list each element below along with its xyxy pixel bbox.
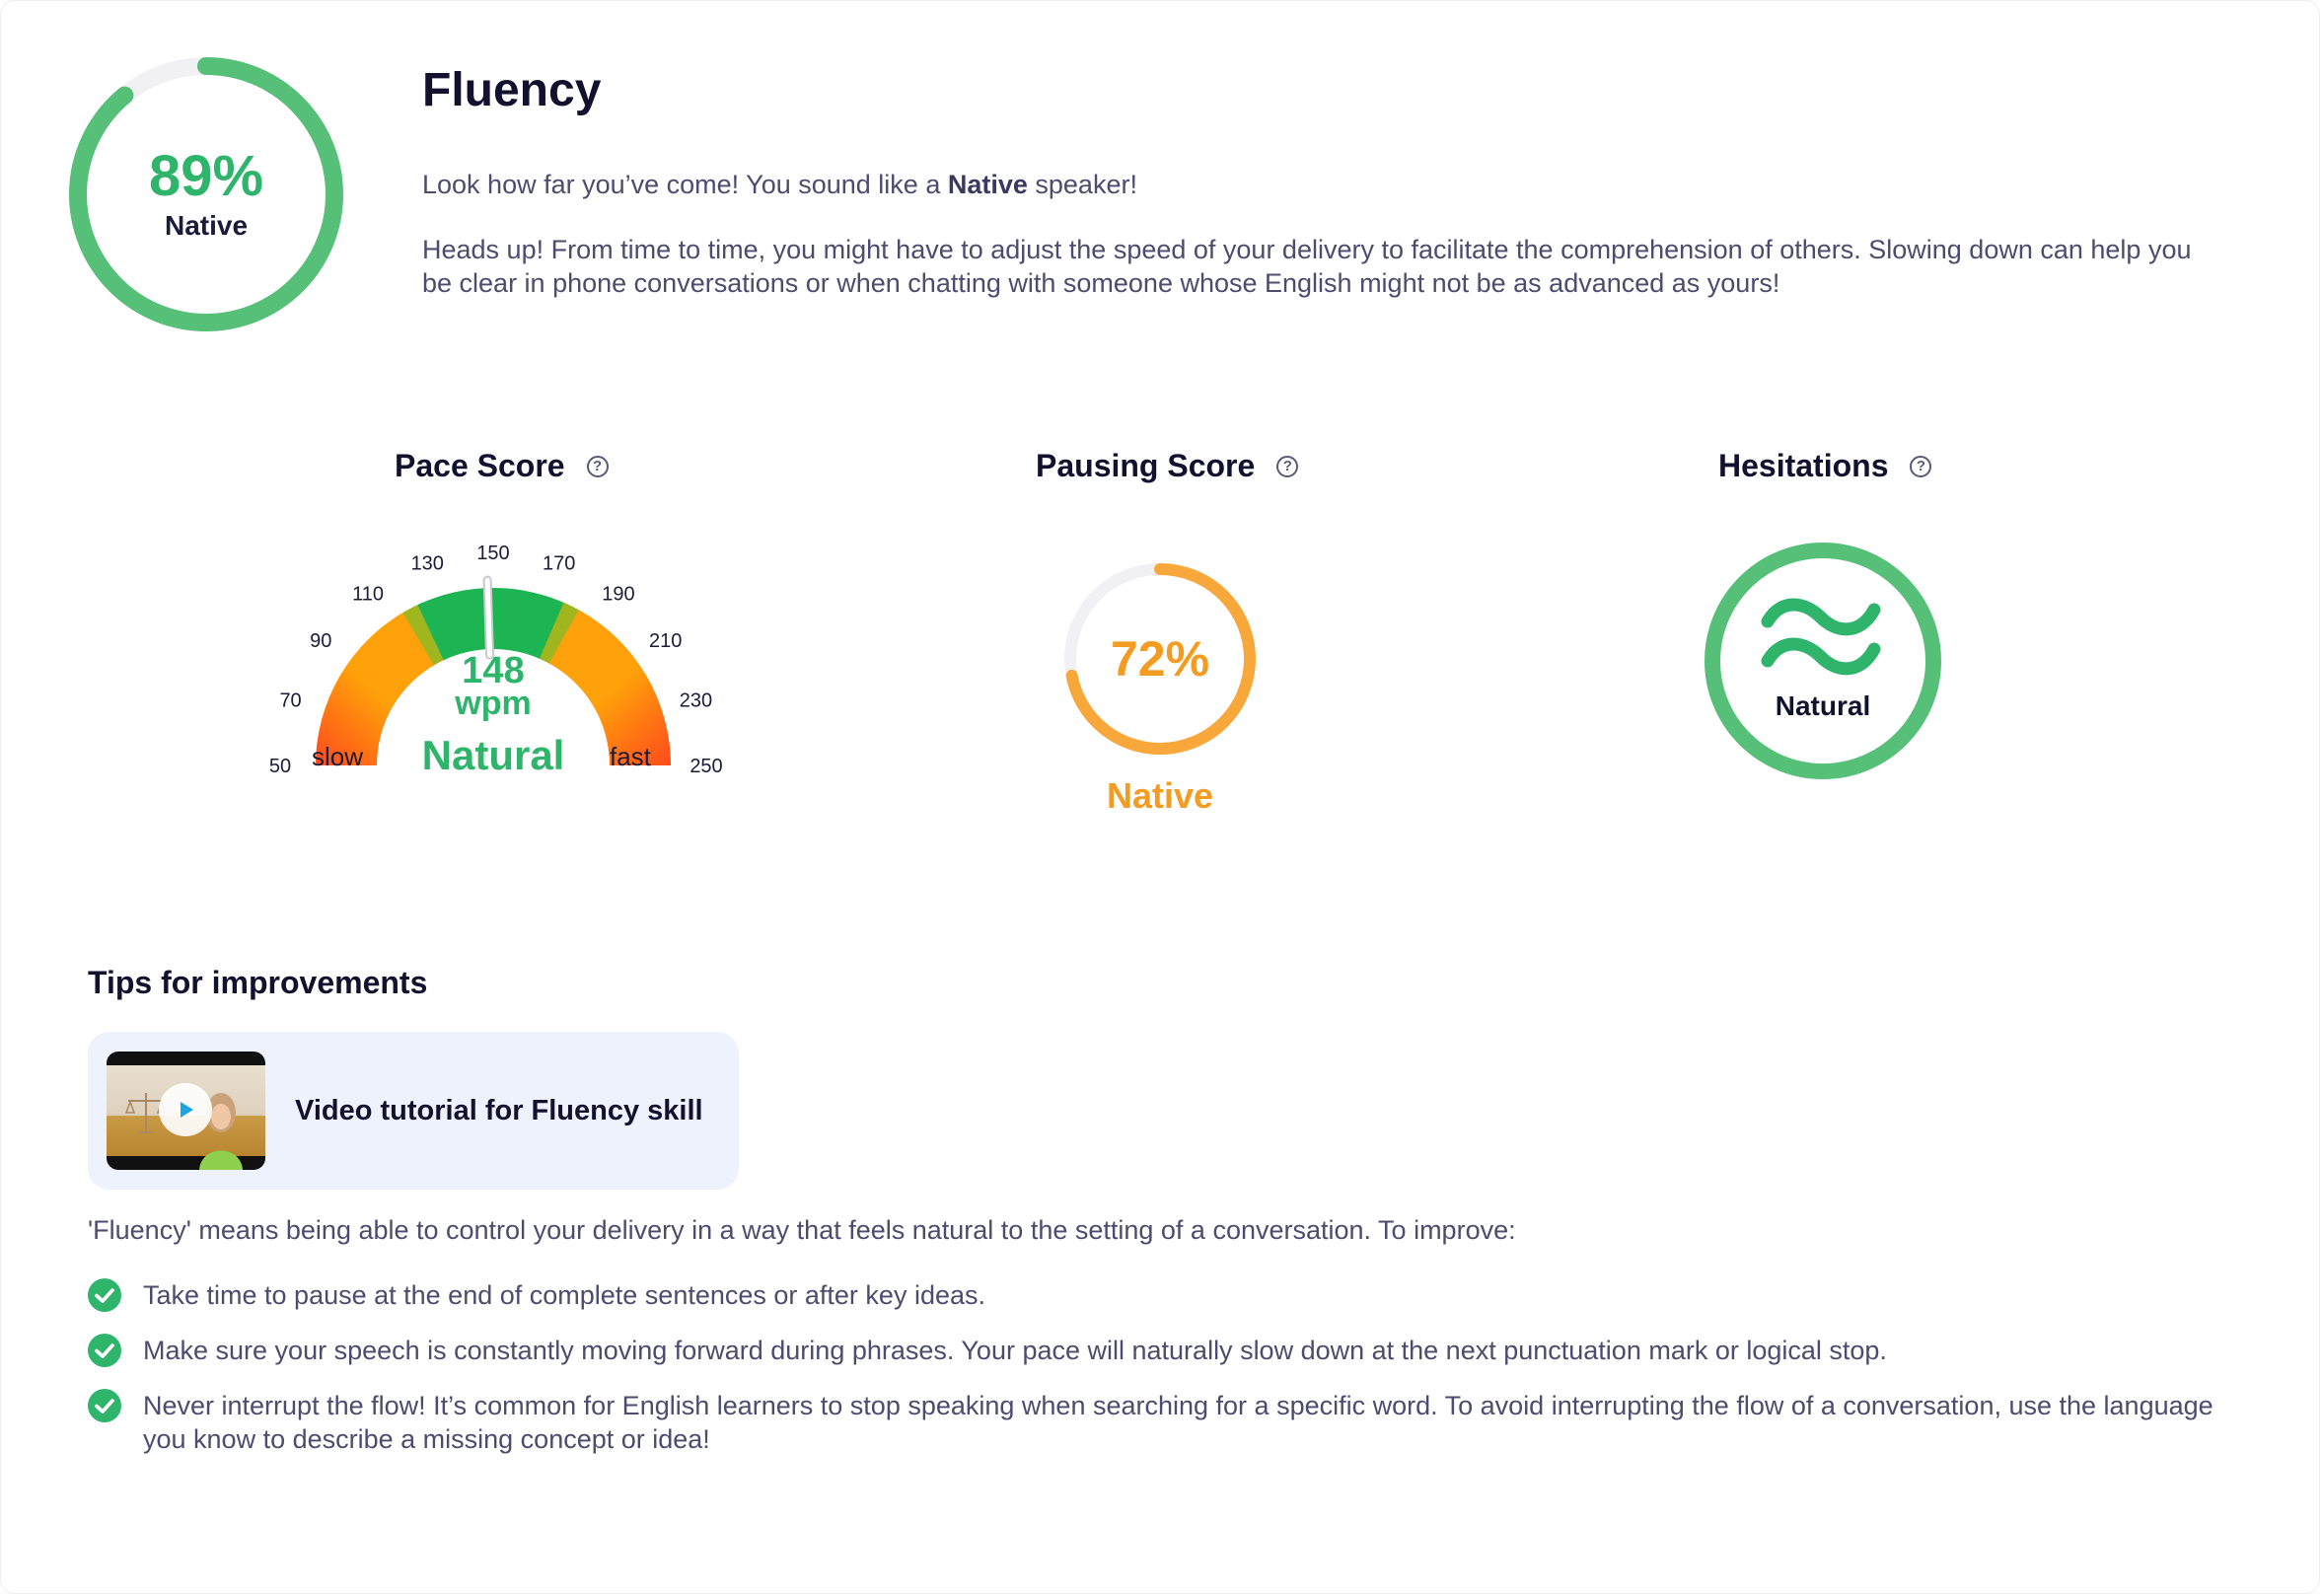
summary-section: [422, 61, 2227, 300]
check-circle-icon: [88, 1389, 121, 1422]
pace-tick-label: 50: [268, 756, 292, 777]
pausing-help-icon[interactable]: ?: [1276, 456, 1298, 477]
hesitations-header: [1718, 448, 1931, 484]
pausing-rating: Native: [1106, 775, 1214, 816]
wave-icon: [1768, 605, 1874, 669]
pace-tick-label: 90: [310, 630, 332, 653]
pace-help-icon[interactable]: ?: [587, 456, 609, 477]
pace-tick-label: 190: [602, 583, 635, 606]
pace-score-header: [395, 448, 609, 484]
pace-tick-label: 150: [476, 543, 510, 564]
hesitations-help-icon[interactable]: ?: [1910, 456, 1931, 477]
pace-rating: Natural: [421, 732, 565, 778]
summary-message-suffix: speaker!: [1027, 170, 1137, 199]
pace-tick-label: 110: [352, 583, 384, 606]
pace-gauge: [256, 513, 730, 789]
overall-score-percent: 89%: [148, 144, 264, 208]
pausing-score-title: Pausing Score: [1036, 448, 1256, 483]
pace-tick-label: 70: [279, 689, 302, 712]
overall-score-ring: [67, 55, 345, 333]
video-tutorial-card[interactable]: [88, 1032, 739, 1190]
pace-slow-label: slow: [312, 742, 364, 771]
pace-wpm-value: 148: [462, 650, 525, 691]
summary-message-level: Native: [947, 170, 1028, 199]
tip-item: [88, 1334, 2238, 1367]
page-title: Fluency: [422, 64, 602, 116]
summary-advice: Heads up! From time to time, you might have to adjust the speed of your delivery to facilitate the comprehension of others. Slowing down can help you be clear in phone conversations or when chatting with someone whose English might not be as advanced as yours!: [422, 235, 2192, 298]
tips-list: [88, 1278, 2238, 1478]
overall-score-level: Native: [164, 210, 249, 241]
pausing-score-ring: [1061, 560, 1259, 758]
hesitations-rating: Natural: [1775, 690, 1871, 721]
pace-gauge-needle: [487, 580, 489, 655]
tips-title: Tips for improvements: [88, 965, 428, 1000]
video-thumbnail[interactable]: [107, 1052, 265, 1170]
pace-needle: [487, 580, 489, 655]
summary-message-prefix: Look how far you’ve come! You sound like a: [422, 170, 948, 199]
play-button[interactable]: [159, 1083, 212, 1136]
check-circle-icon: [88, 1278, 121, 1312]
pausing-score-percent: 72%: [1110, 631, 1210, 687]
tip-item: [88, 1278, 2238, 1312]
video-tutorial-title[interactable]: Video tutorial for Fluency skill: [295, 1094, 703, 1126]
pausing-score-header: [1036, 448, 1298, 484]
hesitations-title: Hesitations: [1718, 448, 1889, 483]
pace-tick-label: 250: [689, 756, 723, 777]
pace-fast-label: fast: [610, 742, 651, 771]
tip-item: [88, 1389, 2238, 1456]
play-icon: [174, 1098, 197, 1122]
check-circle-icon: [88, 1334, 121, 1367]
tip-text: Make sure your speech is constantly moving forward during phrases. Your pace will naturally slow down at the next punctuation mark or logical stop.: [143, 1336, 1887, 1365]
pace-wpm-unit: wpm: [455, 685, 532, 722]
tips-intro: 'Fluency' means being able to control your delivery in a way that feels natural to the setting of a conversation. To improve:: [88, 1215, 1516, 1245]
hesitations-ring-graphic: [1703, 541, 1943, 781]
pace-tick-label: 210: [649, 630, 683, 653]
summary-message: [422, 168, 2227, 201]
pace-score-title: Pace Score: [395, 448, 565, 483]
pace-value: [424, 650, 562, 722]
tip-text: Take time to pause at the end of complete sentences or after key ideas.: [143, 1280, 985, 1310]
tip-text: Never interrupt the flow! It’s common for English learners to stop speaking when searching for a specific word. To avoid interrupting the flow of a conversation, use the language you know to describe a missing concept or idea!: [143, 1391, 2213, 1454]
pace-tick-label: 130: [410, 552, 444, 575]
hesitations-ring: [1703, 541, 1943, 781]
pace-tick-label: 170: [543, 552, 576, 575]
pace-tick-label: 230: [679, 689, 713, 712]
